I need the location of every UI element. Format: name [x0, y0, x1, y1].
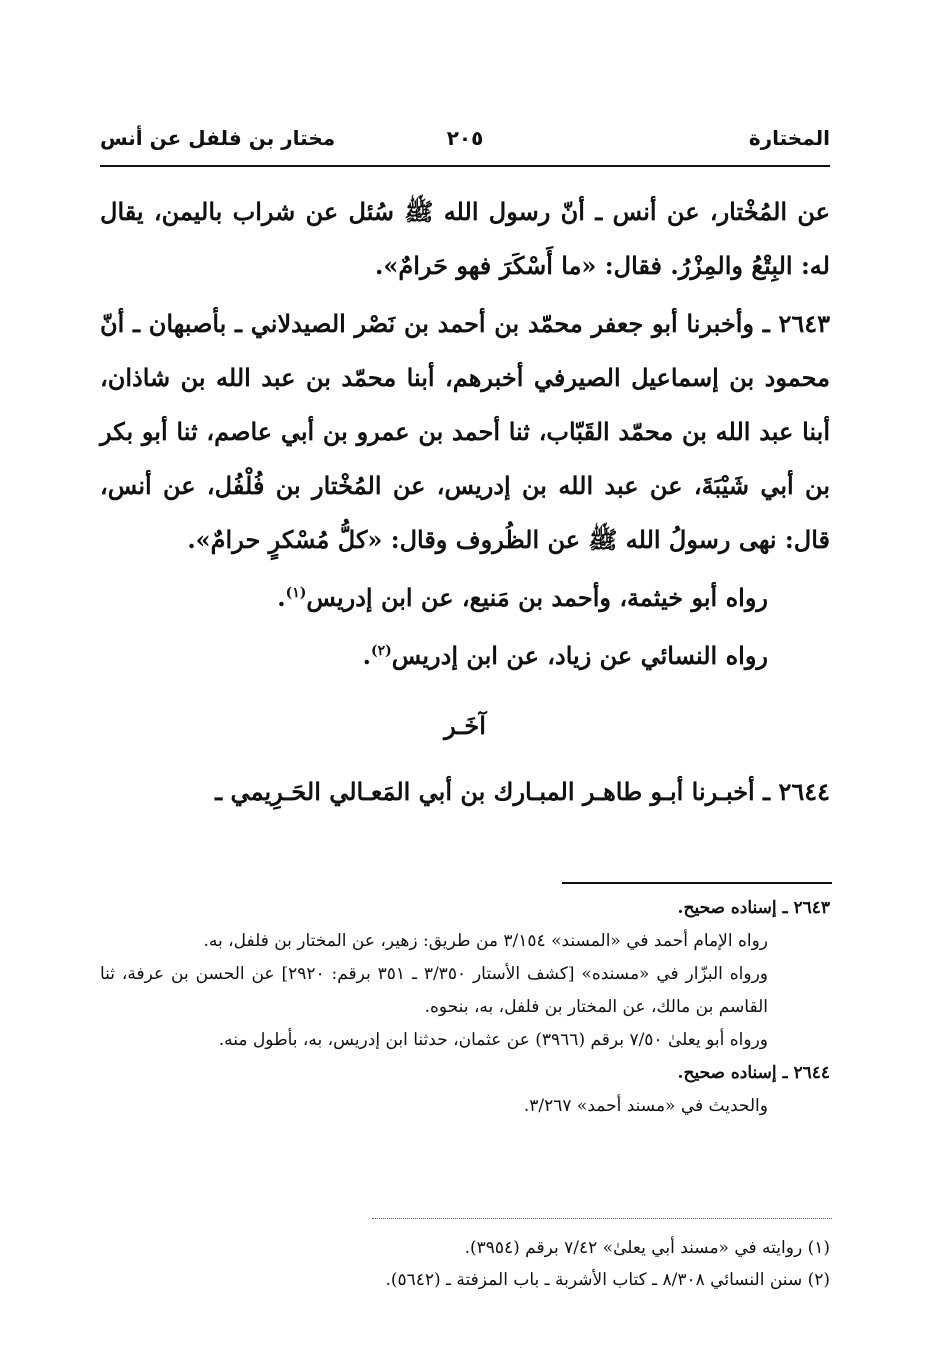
footnotes-divider	[372, 1218, 832, 1219]
note-2644-heading: ٢٦٤٤ ـ إسناده صحيح.	[677, 1063, 830, 1083]
footnotes	[100, 1232, 830, 1296]
header-book-title: المختارة	[748, 126, 830, 150]
hadith-2643	[100, 297, 830, 567]
note-line: ورواه البزّار في «مسنده» [كشف الأستار ٣/٣٥٠ ـ ٣٥١ برقم: ٢٩٢٠] عن الحسن بن عرفة، ثنا القاسم بن مالك، عن المختار بن فلفل، به، بنحوه.	[100, 964, 768, 1017]
hadith-number: ٢٦٤٤	[778, 777, 830, 806]
period: .	[362, 641, 371, 670]
narration-text: رواه النسائي عن زياد، عن ابن إدريس	[391, 641, 768, 670]
note-line: والحديث في «مسند أحمد» ٣/٢٦٧.	[523, 1096, 768, 1116]
section-heading: آخَـر	[444, 711, 486, 740]
hadith-2644	[100, 765, 830, 819]
period: .	[277, 583, 286, 612]
header-chapter-title: مختار بن فلفل عن أنس	[100, 126, 336, 150]
hadith-text: ـ وأخبرنا أبو جعفر محمّد بن أحمد بن نَصْر الصيدلاني ـ بأصبهان ـ أنّ محمود بن إسماعيل الصيرفي أخبرهم، أبنا محمّد بن عبد الله بن شاذان، أبنا عبد الله بن محمّد القَبّاب، ثنا أحمد بن عمرو بن أبي عاصم، ثنا أبو بكر بن أبي شَيْبَةَ، عن عبد الله بن إدريس، عن المُخْتار بن فُلْفُل، عن أنس، قال: نهى رسولُ الله ﷺ عن الظُروف وقال: «كلُّ مُسْكرٍ حرامٌ».	[100, 309, 830, 554]
note-2643-heading: ٢٦٤٣ ـ إسناده صحيح.	[677, 898, 830, 918]
notes-divider	[562, 882, 832, 884]
footnote-ref-2[interactable]: (٢)	[371, 643, 392, 659]
footnote-ref-1[interactable]: (١)	[285, 585, 307, 601]
note-line: رواه الإمام أحمد في «المسند» ٣/١٥٤ من طريق: زهير، عن المختار بن فلفل، به.	[203, 931, 768, 951]
header-divider	[100, 165, 830, 167]
hadith-number: ٢٦٤٣	[778, 309, 831, 338]
footnote-2: (٢) سنن النسائي ٨/٣٠٨ ـ كتاب الأشربة ـ باب المزفتة ـ (٥٦٤٢).	[385, 1270, 830, 1290]
narration-note-1	[100, 571, 830, 625]
footnote-1: (١) روايته في «مسند أبي يعلىٰ» ٧/٤٢ برقم (٣٩٥٤).	[464, 1238, 830, 1258]
main-text	[100, 185, 830, 819]
commentary-notes	[100, 892, 830, 1123]
hadith-text: ـ أخبـرنا أبـو طاهـر المبـارك بن أبي المَعـالي الحَـرِيمي ـ	[215, 777, 771, 806]
page-number: ٢٠٥	[446, 126, 484, 150]
note-line: ورواه أبو يعلىٰ ٧/٥٠ برقم (٣٩٦٦) عن عثمان، حدثنا ابن إدريس، به، بأطول منه.	[218, 1030, 768, 1050]
narration-text: رواه أبو خيثمة، وأحمد بن مَنيع، عن ابن إدريس	[306, 583, 768, 612]
paragraph-continuation: عن المُخْتار، عن أنس ـ أنّ رسول الله ﷺ سُئل عن شراب باليمن، يقال له: البِتْعُ والمِزْرُ. فقال: «ما أَسْكَرَ فهو حَرامٌ».	[100, 197, 830, 280]
narration-note-2	[100, 629, 830, 683]
running-header	[100, 120, 830, 160]
